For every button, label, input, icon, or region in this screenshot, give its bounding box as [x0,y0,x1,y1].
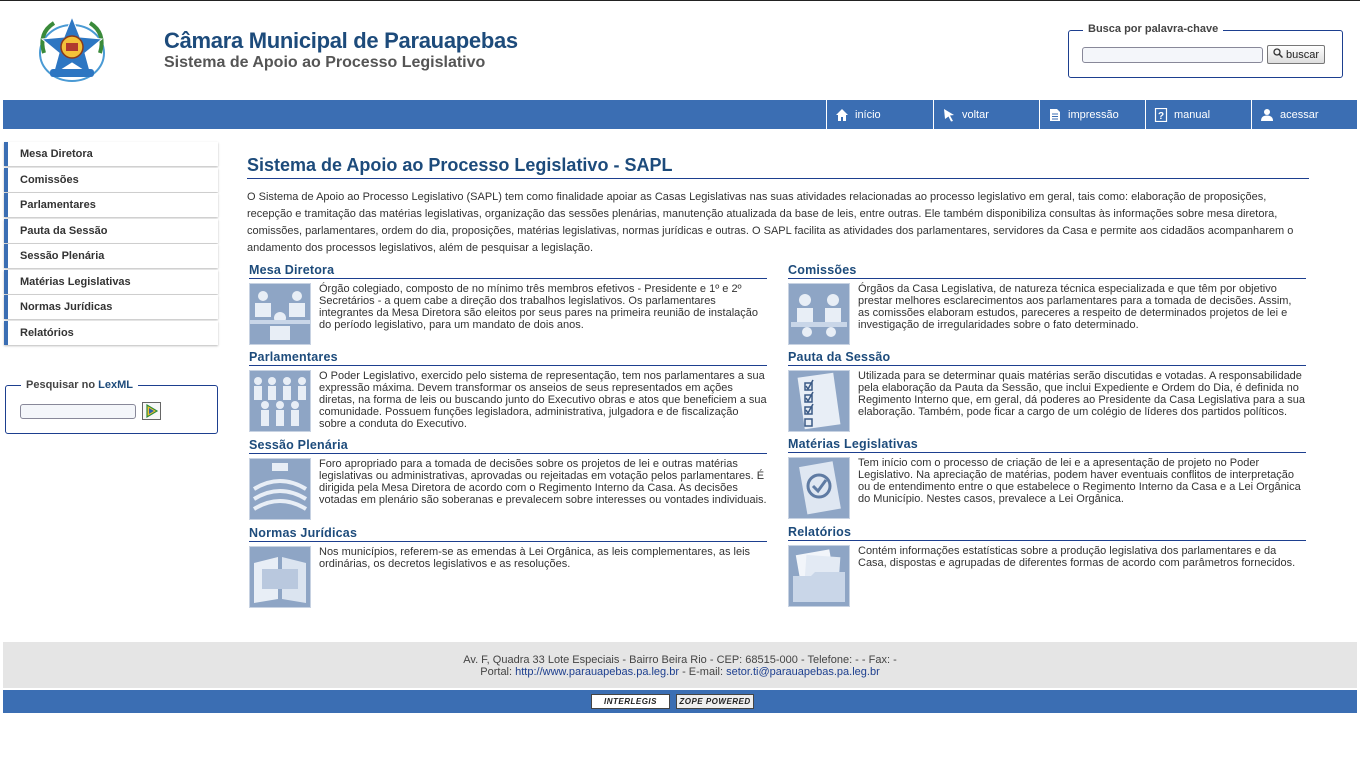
section-relatorios [788,525,1306,607]
lexml-search-button[interactable] [142,402,161,420]
search-icon [1273,48,1283,61]
search-button-label: buscar [1285,48,1320,61]
sidebar-item-pauta-sessao[interactable]: Pauta da Sessão [4,219,218,243]
nav-back[interactable] [933,100,1039,129]
lexml-search-fieldset [5,379,218,434]
lexml-legend [21,379,138,391]
print-icon [1048,108,1062,122]
nav-back-label: voltar [962,108,989,121]
reports-folder-icon[interactable] [788,545,850,607]
sidebar-item-relatorios[interactable]: Relatórios [4,321,218,345]
section-title-comissoes[interactable]: Comissões [788,263,1306,279]
page-title: Sistema de Apoio ao Processo Legislativo - SAPL [247,155,1309,179]
lexml-search-input[interactable] [20,404,136,419]
committee-meeting-icon[interactable] [788,283,850,345]
footer [3,642,1357,688]
sidebar-item-parlamentares[interactable]: Parlamentares [4,193,218,217]
nav-login-label: acessar [1280,108,1319,121]
site-subtitle: Sistema de Apoio ao Processo Legislativo [164,54,486,71]
section-text-mesa-diretora: Órgão colegiado, composto de no mínimo três membros efetivos - Presidente e 1º e 2º Secretários - a quem cabe a direção dos trabalhos legislativos. Os parlamentares integrantes da Mesa Diretora são eleitos por seus pares na primeira reunião de instalação do período legislativo, para um mandato de dois anos. [319,283,759,331]
section-mesa-diretora [249,263,767,345]
sidebar-item-sessao-plenaria[interactable]: Sessão Plenária [4,244,218,268]
section-title-normas-juridicas[interactable]: Normas Jurídicas [249,526,767,542]
section-text-materias-legislativas: Tem início com o processo de criação de lei e a apresentação de projeto no Poder Legislativo. Na apreciação de matérias, podem haver eventuais conflitos de interpretação ou de entendimento entre o que estabelece o Regimento Interno da Casa e a Lei Orgânica do Município. Nestes casos, prevalece a Lei Orgânica. [858,457,1301,505]
main-content [247,155,1309,257]
checklist-icon[interactable] [788,370,850,432]
law-book-icon[interactable] [249,546,311,608]
header [0,1,1360,100]
bottom-bar [3,690,1357,713]
legislative-document-icon[interactable] [788,457,850,519]
search-legend: Busca por palavra-chave [1083,23,1223,35]
section-materias-legislativas [788,437,1306,519]
section-title-pauta-sessao[interactable]: Pauta da Sessão [788,350,1306,366]
section-title-parlamentares[interactable]: Parlamentares [249,350,767,366]
keyword-search-fieldset [1068,23,1343,78]
nav-print-label: impressão [1068,108,1119,121]
section-pauta-sessao [788,350,1306,432]
user-icon [1260,108,1274,122]
section-text-sessao-plenaria: Foro apropriado para a tomada de decisões sobre os projetos de lei e outras matérias legislativas ou administrativas, aprovadas ou rejeitadas em votação pelos parlamentares. É dirigida pela Mesa Diretora de acordo com o Regimento Interno da Casa. As decisões votadas em plenário são soberanas e prevalecem sobre interesses ou vontades individuais. [319,458,767,506]
section-sessao-plenaria [249,438,767,520]
back-arrow-icon [942,108,956,122]
svg-text:?: ? [1157,110,1165,122]
sidebar-item-materias-legislativas[interactable]: Matérias Legislativas [4,270,218,294]
footer-email-label: - E-mail: [679,666,727,678]
sidebar-menu [4,142,218,346]
section-text-parlamentares: O Poder Legislativo, exercido pelo sistema de representação, tem nos parlamentares a sua expressão máxima. Devem transformar os anseios de seus representados em ações diretas, na forma de leis ou buscando junto do Executivo obras e atos que beneficiem a sua comunidade. Possuem funções legisladora, administrativa, julgadora e de fiscalização sobre a conduta do Executivo. [319,370,767,430]
footer-address: Av. F, Quadra 33 Lote Especiais - Bairro Beira Rio - CEP: 68515-000 - Telefone: - - Fax: - [463,654,897,666]
board-table-icon[interactable] [249,283,311,345]
lexml-arrow-icon [143,410,160,422]
section-comissoes [788,263,1306,345]
nav-print[interactable] [1039,100,1145,129]
search-button[interactable] [1267,45,1325,64]
help-icon [1154,108,1168,122]
site-title: Câmara Municipal de Parauapebas [164,28,518,53]
section-title-materias-legislativas[interactable]: Matérias Legislativas [788,437,1306,453]
intro-paragraph: O Sistema de Apoio ao Processo Legislativo (SAPL) tem como finalidade apoiar as Casas Legislativas nas suas atividades relacionadas ao processo legislativo em geral, tais como: elaboração de proposições, recepção e tramitação das matérias legislativas, organização das sessões plenárias, manutenção atualizada da base de leis, entre outras. Ele também disponibiliza consultas às informações sobre mesa diretora, comissões, parlamentares, ordem do dia, proposições, matérias legislativas, normas jurídicas e outras. O SAPL facilita as atividades dos parlamentares, servidores da Casa e permite aos cidadãos acompanharem o andamento dos processos legislativos, além de pesquisar a legislação. [247,191,1294,254]
nav-manual[interactable] [1145,100,1251,129]
search-input[interactable] [1082,47,1263,63]
sidebar-item-comissoes[interactable]: Comissões [4,168,218,192]
section-title-relatorios[interactable]: Relatórios [788,525,1306,541]
nav-home[interactable] [826,100,933,129]
parliamentarians-group-icon[interactable] [249,370,311,432]
section-normas-juridicas [249,526,767,608]
nav-login[interactable] [1251,100,1357,129]
section-title-sessao-plenaria[interactable]: Sessão Plenária [249,438,767,454]
sidebar-item-mesa-diretora[interactable]: Mesa Diretora [4,142,218,166]
section-text-relatorios: Contém informações estatísticas sobre a produção legislativa dos parlamentares e da Casa, dispostas e agrupadas de diferentes formas de acordo com parâmetros fornecidos. [858,545,1296,569]
section-parlamentares [249,350,767,432]
nav-manual-label: manual [1174,108,1211,121]
city-coat-of-arms-logo[interactable] [24,13,120,85]
top-nav-bar [3,100,1357,129]
zope-powered-badge[interactable]: ZOPE POWERED [676,694,754,709]
home-icon [835,108,849,122]
section-text-pauta-sessao: Utilizada para se determinar quais matérias serão discutidas e votadas. A responsabilidade pela elaboração da Pauta da Sessão, que inclui Expediente e Ordem do Dia, é definida no Regimento Interno que, em geral, dá poderes ao Presidente da Casa Legislativa para a sua elaboração. Também, pode ficar a cargo de um colégio de líderes dos partidos políticos. [858,370,1306,418]
footer-email-link[interactable]: setor.ti@parauapebas.pa.leg.br [726,666,880,678]
lexml-legend-brand: LexML [98,379,133,391]
footer-portal-label: Portal: [480,666,516,678]
footer-portal-link[interactable]: http://www.parauapebas.pa.leg.br [515,666,680,678]
sidebar-item-normas-juridicas[interactable]: Normas Jurídicas [4,295,218,319]
nav-home-label: início [855,108,881,121]
section-text-comissoes: Órgãos da Casa Legislativa, de natureza técnica especializada e que têm por objetivo prestar melhores esclarecimentos aos parlamentares para a tomada de decisões. Assim, as comissões elaboram estudos, pareceres a respeito de determinados projetos de lei e investigação de irregularidades sobre o fato determinado. [858,283,1292,331]
section-title-mesa-diretora[interactable]: Mesa Diretora [249,263,767,279]
plenary-chamber-icon[interactable] [249,458,311,520]
footer-contact [3,666,1357,678]
interlegis-badge[interactable]: INTERLEGIS [591,694,670,709]
lexml-legend-prefix: Pesquisar no [26,379,99,391]
section-text-normas-juridicas: Nos municípios, referem-se as emendas à Lei Orgânica, as leis complementares, as leis ordinárias, os decretos legislativos e as resoluções. [319,546,751,570]
